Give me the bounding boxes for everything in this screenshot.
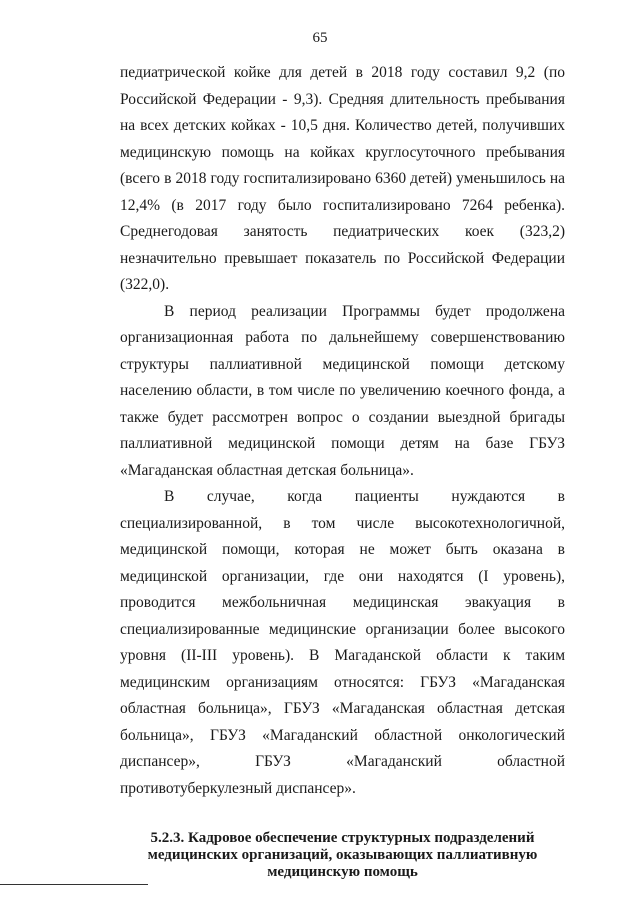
footnote-divider	[0, 884, 148, 885]
document-body	[120, 60, 565, 881]
paragraph-continuation: педиатрической койке для детей в 2018 году составил 9,2 (по Российской Федерации - 9,3). Средняя длительность пребывания на всех детских койках - 10,5 дня. Количество детей, получивших медицинскую помощь на койках круглосуточного пребывания (всего в 2018 году госпитализировано 6360 детей) уменьшилось на 12,4% (в 2017 году было госпитализировано 7264 ребенка). Среднегодовая занятость педиатрических коек (323,2) незначительно превышает показатель по Российской Федерации (322,0).	[120, 64, 565, 293]
section-heading: 5.2.3. Кадровое обеспечение структурных подразделений медицинских организаций, оказывающих паллиативную медицинскую помощь	[147, 830, 538, 880]
paragraph-program-plans: В период реализации Программы будет продолжена организационная работа по дальнейшему совершенствованию структуры паллиативной медицинской помощи детскому населению области, в том числе по увеличению коечного фонда, а также будет рассмотрен вопрос о создании выездной бригады паллиативной медицинской помощи детям на базе ГБУЗ «Магаданская областная детская больница».	[120, 302, 565, 479]
paragraph-evacuation: В случае, когда пациенты нуждаются в специализированной, в том числе высокотехнологичной, медицинской помощи, которая не может быть оказана в медицинской организации, где они находятся (I уровень), проводится межбольничная медицинская эвакуация в специализированные медицинские организации более высокого уровня (II-III уровень). В Магаданской области к таким медицинским организациям относятся: ГБУЗ «Магаданская областная больница», ГБУЗ «Магаданская областная детская больница», ГБУЗ «Магаданский областной онкологический диспансер», ГБУЗ «Магаданский областной противотуберкулезный диспансер».	[120, 488, 565, 797]
page-number: 65	[312, 30, 328, 46]
